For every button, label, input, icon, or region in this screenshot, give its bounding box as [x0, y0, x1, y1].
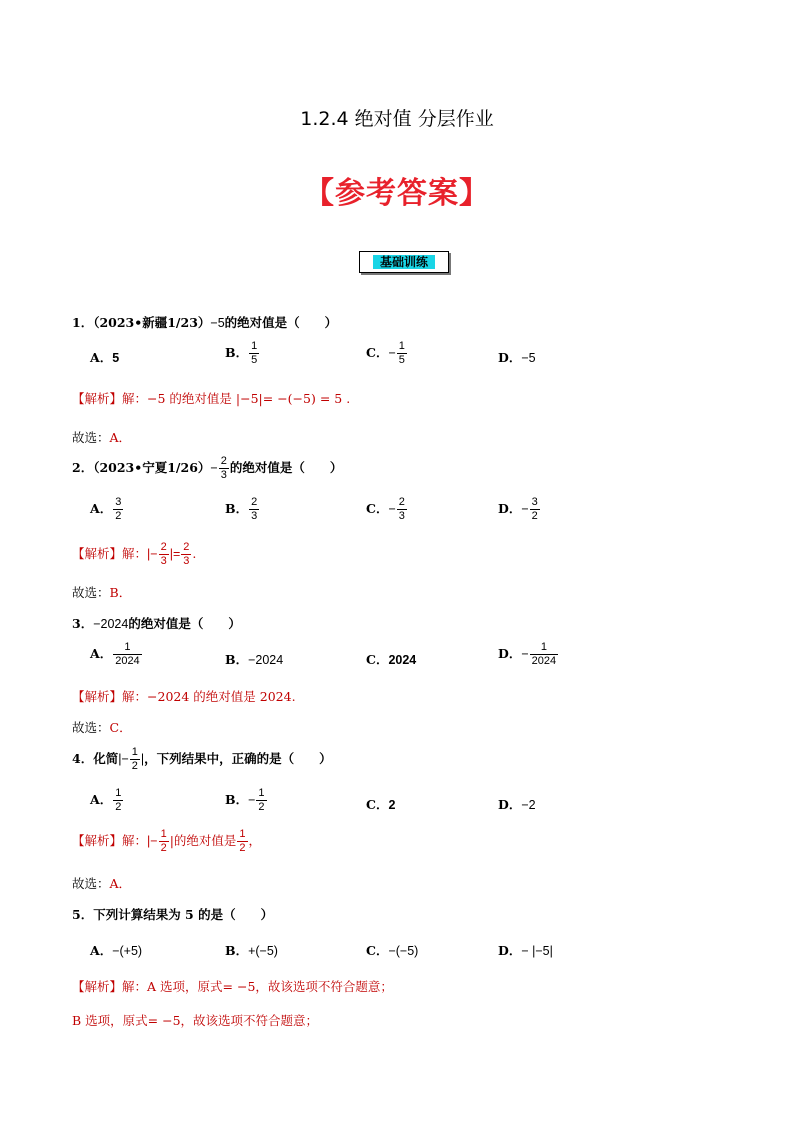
- q2-option-b: B． $\frac{2}{3}$: [225, 496, 258, 522]
- q2-answer: 故选：B．: [72, 585, 132, 600]
- question-3-stem: 3．−2024的绝对值是（ ）: [72, 616, 241, 631]
- fraction: $\frac{1}{2}$: [239, 828, 246, 854]
- q2-option-d: D．− $\frac{3}{2}$: [498, 496, 538, 522]
- question-5-stem: 5．下列计算结果为 5 的是（ ）: [72, 907, 274, 922]
- fraction: $\frac{1}{2}$: [131, 746, 138, 772]
- q1-option-b: B． $\frac{1}{5}$: [225, 340, 258, 366]
- question-2-stem: 2．（2023•宁夏1/26）− $\frac{2}{3}$ 的绝对值是（ ）: [72, 455, 343, 481]
- q3-option-d: D．− $\frac{1}{2024}$: [498, 641, 557, 667]
- q4-option-d: D．−2: [498, 797, 536, 812]
- q4-option-a: A． $\frac{1}{2}$: [90, 787, 122, 813]
- fraction: $\frac{1}{5}$: [251, 340, 258, 366]
- fraction: $\frac{3}{2}$: [531, 496, 538, 522]
- q2-option-a: A． $\frac{3}{2}$: [90, 496, 122, 522]
- fraction: $\frac{1}{5}$: [398, 340, 405, 366]
- fraction: $\frac{2}{3}$: [183, 541, 190, 567]
- q2-option-c: C．− $\frac{2}{3}$: [366, 496, 405, 522]
- q4-answer: 故选：A．: [72, 876, 132, 891]
- q5-analysis-line-2: B 选项，原式= −5，故该选项不符合题意；: [72, 1013, 319, 1028]
- q1-option-c: C．− $\frac{1}{5}$: [366, 340, 405, 366]
- q4-option-b: B．− $\frac{1}{2}$: [225, 787, 265, 813]
- q3-option-a: A． $\frac{1}{2024}$: [90, 641, 140, 667]
- question-1-stem: 1．（2023•新疆1/23）−5的绝对值是（ ）: [72, 315, 338, 330]
- fraction: $\frac{2}{3}$: [160, 541, 167, 567]
- fraction: $\frac{1}{2}$: [258, 787, 265, 813]
- q3-analysis: 【解析】解：−2024 的绝对值是 2024.: [72, 689, 296, 704]
- fraction: $\frac{2}{3}$: [220, 455, 227, 481]
- fraction: $\frac{1}{2}$: [160, 828, 167, 854]
- q3-answer: 故选：C．: [72, 720, 132, 735]
- q3-option-c: C．2024: [366, 652, 417, 667]
- fraction: $\frac{1}{2024}$: [531, 641, 557, 667]
- q1-option-a: A．5: [90, 350, 120, 365]
- q5-analysis-line-1: 【解析】解：A 选项，原式= −5，故该选项不符合题意；: [72, 979, 393, 994]
- q1-analysis: 【解析】解：−5 的绝对值是 |−5|= −(−5) = 5 .: [72, 391, 351, 406]
- q5-option-a: A．−(+5): [90, 943, 143, 958]
- fraction: $\frac{2}{3}$: [398, 496, 405, 522]
- document-title: 1.2.4 绝对值 分层作业: [300, 108, 494, 130]
- q5-option-b: B．+(−5): [225, 943, 278, 958]
- fraction: $\frac{3}{2}$: [115, 496, 122, 522]
- fraction: $\frac{2}{3}$: [251, 496, 258, 522]
- q1-answer: 故选：A．: [72, 430, 132, 445]
- answer-heading: 【参考答案】: [304, 176, 490, 211]
- fraction: $\frac{1}{2}$: [115, 787, 122, 813]
- fraction: $\frac{1}{2024}$: [115, 641, 140, 667]
- section-badge-frame: [359, 251, 449, 273]
- q1-option-d: D．−5: [498, 350, 536, 365]
- q5-option-c: C．−(−5): [366, 943, 419, 958]
- q3-option-b: B．−2024: [225, 652, 284, 667]
- q5-option-d: D．− |−5|: [498, 943, 553, 958]
- q4-analysis: 【解析】解：|− $\frac{1}{2}$ |的绝对值是 $\frac{1}{2}$ ，: [72, 828, 262, 854]
- question-4-stem: 4．化简|− $\frac{1}{2}$ |，下列结果中，正确的是（ ）: [72, 746, 332, 772]
- q2-analysis: 【解析】解：|− $\frac{2}{3}$ |= $\frac{2}{3}$ .: [72, 541, 197, 567]
- section-badge: 基础训练: [373, 255, 435, 269]
- q4-option-c: C．2: [366, 797, 396, 812]
